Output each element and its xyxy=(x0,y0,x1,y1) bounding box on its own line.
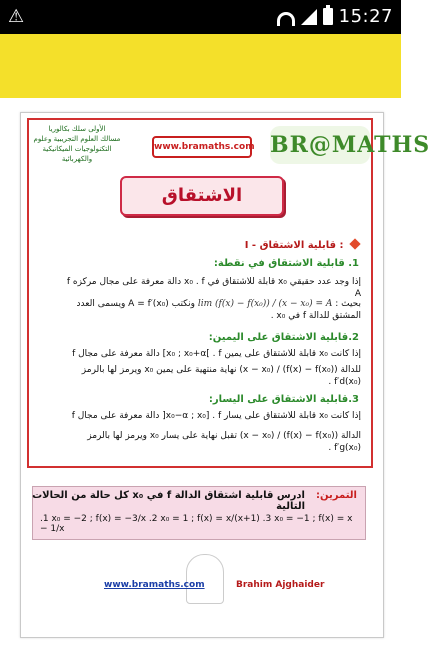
footer-author: Brahim Ajghaider xyxy=(236,580,325,590)
institute-line: الأولى سلك بكالوريا xyxy=(48,125,106,133)
signature-stamp xyxy=(186,554,224,604)
website-badge[interactable]: www.bramaths.com xyxy=(152,136,252,158)
limit-expression: lim (f(x) − f(x₀)) / (x − x₀) = A xyxy=(197,299,333,309)
exercise-label: التمرين: xyxy=(316,490,357,501)
section-3-line-1: f دالة معرفة على مجال ]x₀−α ; x₀] . f قابلة للاشتقاق على يسار x₀ إذا كانت xyxy=(71,411,361,421)
battery-icon xyxy=(323,8,333,25)
institute-line: التكنولوجيات الميكانيكية والكهربائية xyxy=(42,145,112,163)
section-1-suffix: ونكتب A = f′(x₀) ويسمى العدد المشتق للدالة f في x₀ . xyxy=(76,299,361,321)
institute-info xyxy=(32,124,122,164)
lesson-title: الاشتقاق xyxy=(120,176,284,216)
section-2-line-2: للدالة (f(x) − f(x₀)) / (x − x₀) نهاية منتهية على يمين x₀ ويرمز لها بالرمز f′d(x₀) . xyxy=(81,365,361,387)
footer-website-link[interactable]: www.bramaths.com xyxy=(104,580,205,590)
signal-icon xyxy=(301,9,317,25)
app-banner xyxy=(0,34,401,98)
main-heading-text: I - قابلية الاشتقاق : xyxy=(244,240,344,251)
institute-line: مسالك العلوم التجريبية وعلوم xyxy=(33,135,121,143)
status-time: 15:27 xyxy=(338,6,393,27)
bramaths-logo: BR@MATHS xyxy=(270,126,370,164)
section-3-title: 3.قابلية الاشتقاق على اليسار: xyxy=(208,394,359,405)
exercise-items: .1 x₀ = −2 ; f(x) = −3/x .2 x₀ = 1 ; f(x) = x/(x+1) .3 x₀ = −1 ; f(x) = x − 1/x xyxy=(40,514,353,534)
warning-icon: ⚠ xyxy=(8,6,25,27)
section-3-line-2: الدالة (f(x) − f(x₀)) / (x − x₀) تقبل نهاية على يسار x₀ ويرمز لها بالرمز f′g(x₀) . xyxy=(87,431,361,453)
main-heading xyxy=(245,240,359,251)
status-icons xyxy=(277,6,393,27)
section-2-title: 2.قابلية الاشتقاق على اليمين: xyxy=(208,332,359,343)
wifi-icon xyxy=(277,12,295,26)
section-2-line-1: f دالة معرفة على مجال [x₀ ; x₀+α[ . f قابلة للاشتقاق على يمين x₀ إذا كانت xyxy=(72,349,361,359)
section-1-line-2 xyxy=(61,298,361,322)
section-1-title: 1. قابلية الاشتقاق في نقطة: xyxy=(213,258,359,269)
section-1-prefix: بحيث : xyxy=(335,299,361,309)
section-1-line-1: f دالة معرفة على مجال مركزه x₀ . f قابلة للاشتقاق في x₀ إذا وجد عدد حقيقي A xyxy=(66,277,361,299)
status-bar xyxy=(0,0,401,34)
exercise-text: ادرس قابلية اشتقاق الدالة f في x₀ كل حالة من الحالات التالية xyxy=(32,490,305,512)
diamond-icon xyxy=(349,238,360,249)
